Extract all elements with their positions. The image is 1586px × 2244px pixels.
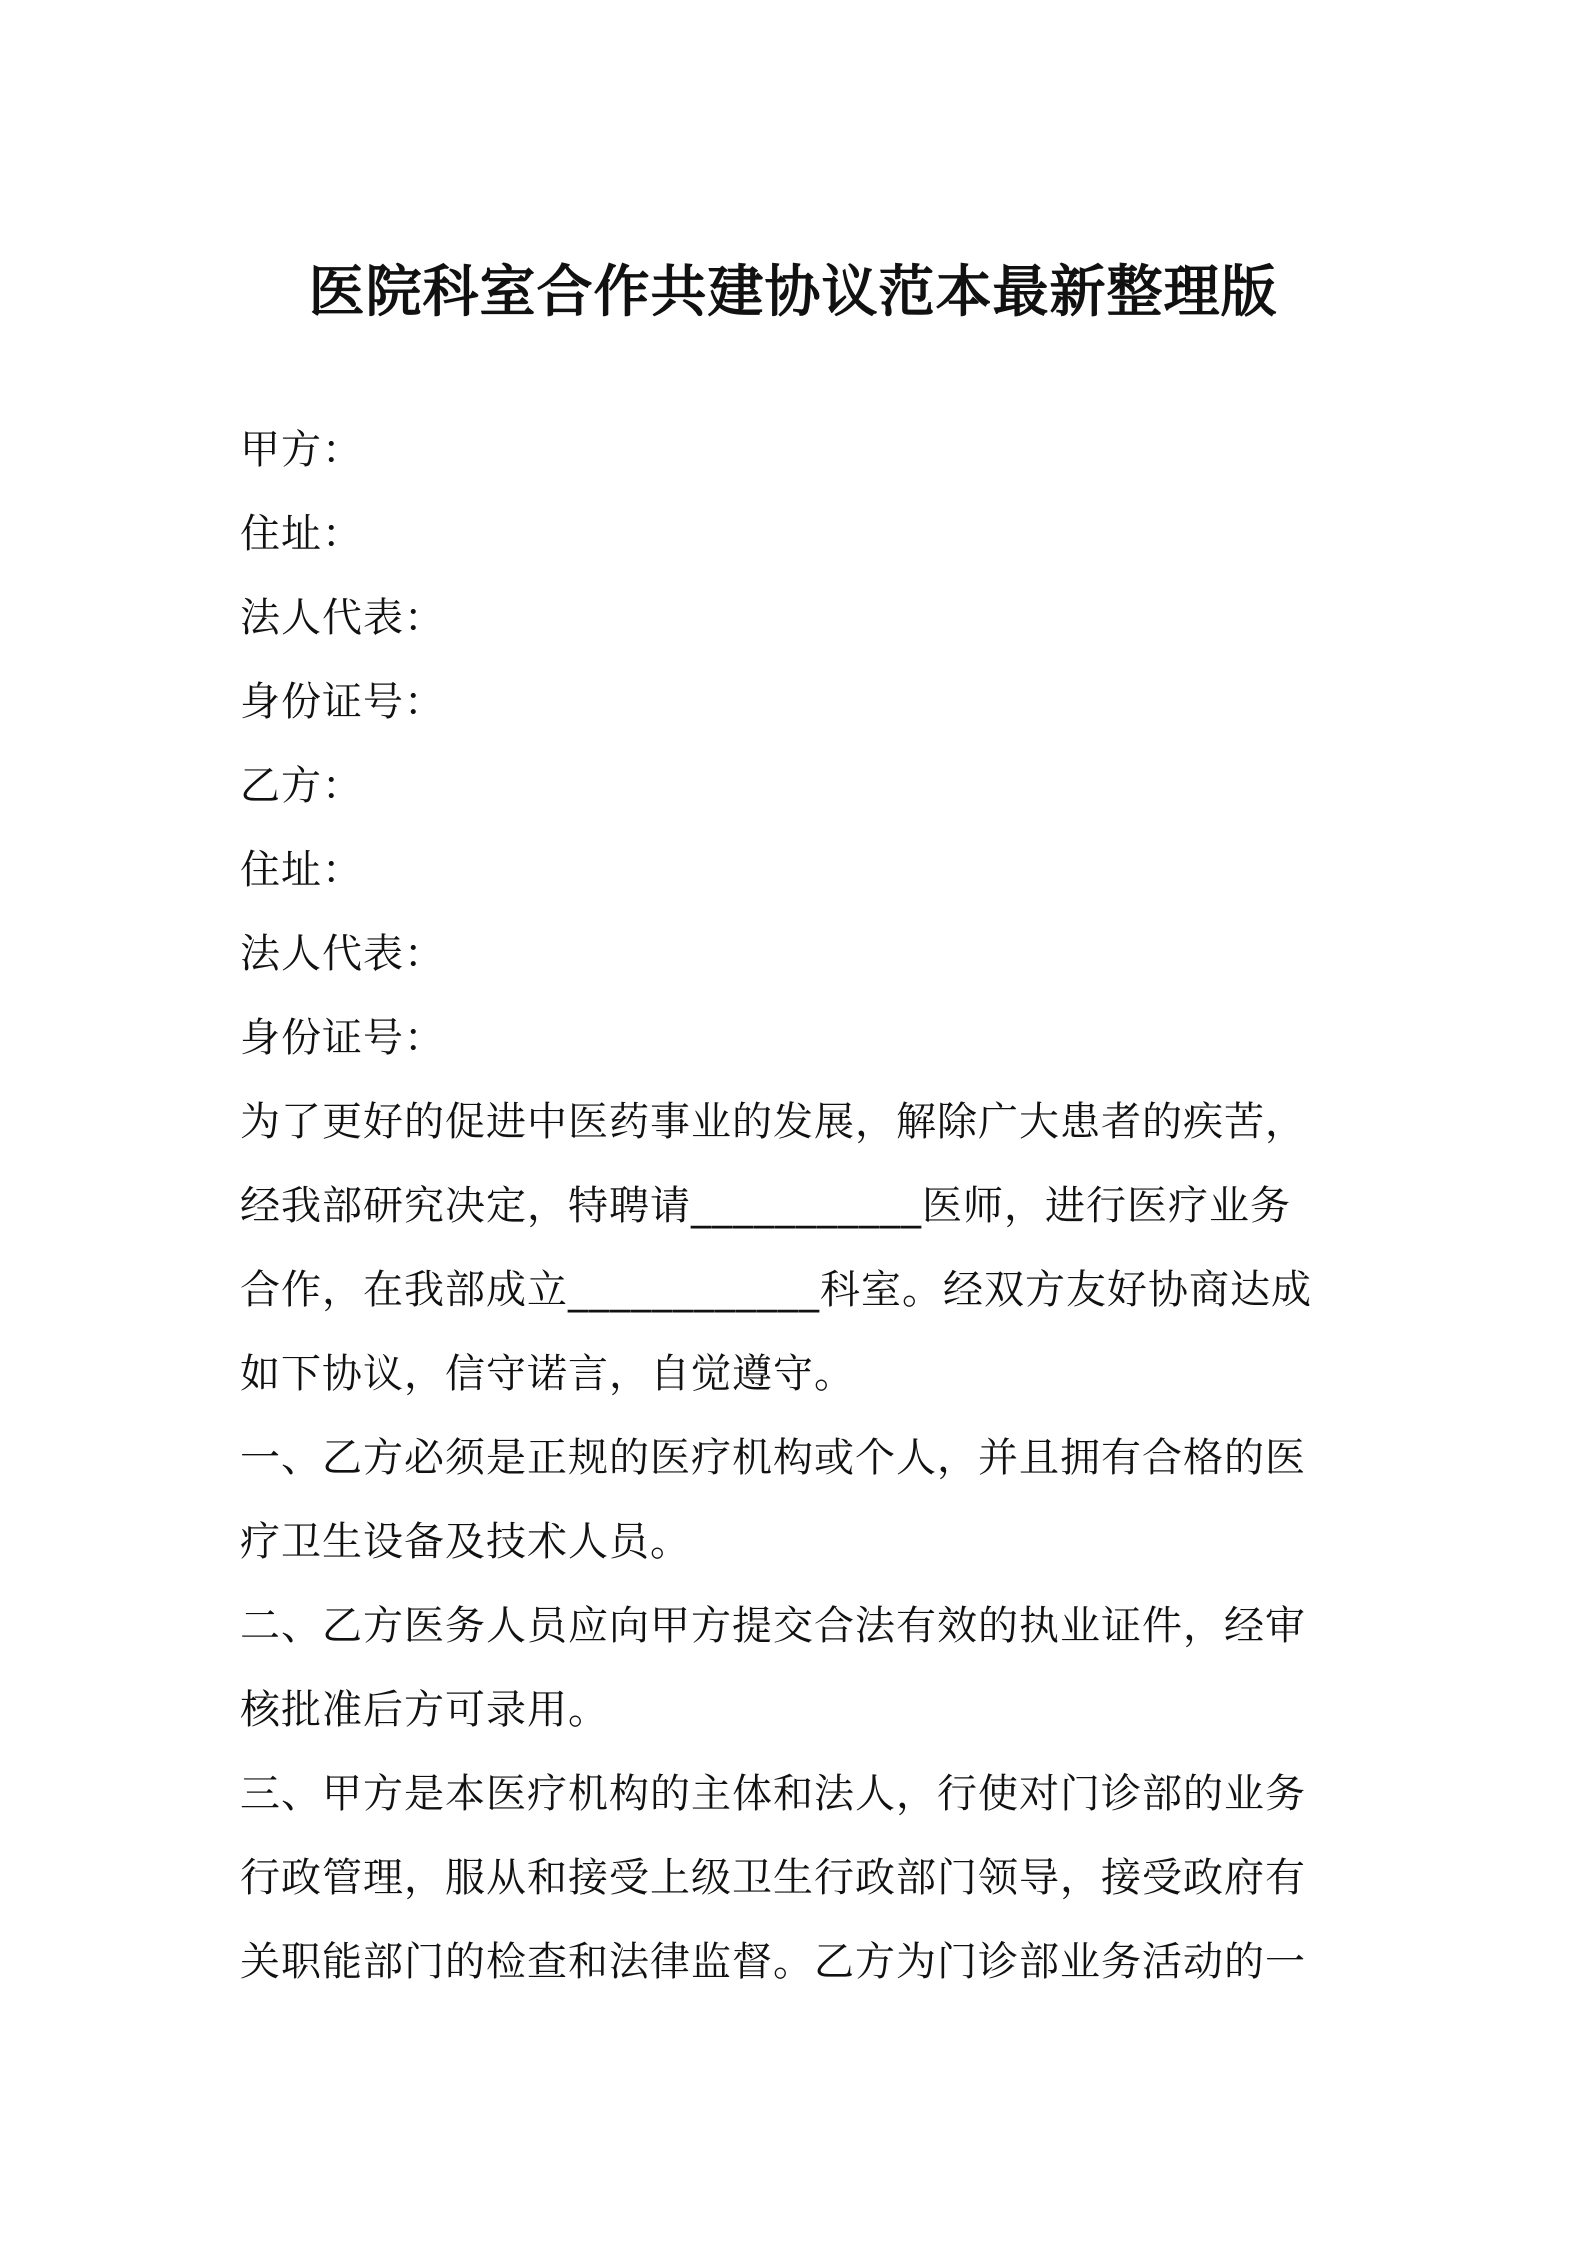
clause-line: 核批准后方可录用。	[240, 1687, 609, 1733]
clause-line: 疗卫生设备及技术人员。	[240, 1519, 691, 1565]
paragraph-line: 经我部研究决定，特聘请___________医师，进行医疗业务	[240, 1183, 1291, 1229]
clause-line: 关职能部门的检查和法律监督。乙方为门诊部业务活动的一	[240, 1939, 1306, 1985]
document-title: 医院科室合作共建协议范本最新整理版	[308, 260, 1278, 325]
party-b-address-label: 住址：	[240, 847, 363, 893]
paragraph-line: 为了更好的促进中医药事业的发展，解除广大患者的疾苦，	[240, 1099, 1306, 1145]
party-b-legal-rep-label: 法人代表：	[240, 931, 445, 977]
party-b-label: 乙方：	[240, 763, 363, 809]
clause-line: 三、甲方是本医疗机构的主体和法人，行使对门诊部的业务	[240, 1771, 1306, 1817]
paragraph-line: 合作，在我部成立____________科室。经双方友好协商达成	[240, 1267, 1312, 1313]
clause-line: 一、乙方必须是正规的医疗机构或个人，并且拥有合格的医	[240, 1435, 1306, 1481]
party-a-id-label: 身份证号：	[240, 679, 445, 725]
paragraph-line: 如下协议，信守诺言，自觉遵守。	[240, 1351, 855, 1397]
party-a-legal-rep-label: 法人代表：	[240, 595, 445, 641]
document-body	[240, 408, 1360, 2004]
party-b-id-label: 身份证号：	[240, 1015, 445, 1061]
clause-line: 行政管理，服从和接受上级卫生行政部门领导，接受政府有	[240, 1855, 1306, 1901]
party-a-label: 甲方：	[240, 427, 363, 473]
clause-line: 二、乙方医务人员应向甲方提交合法有效的执业证件，经审	[240, 1603, 1306, 1649]
party-a-address-label: 住址：	[240, 511, 363, 557]
